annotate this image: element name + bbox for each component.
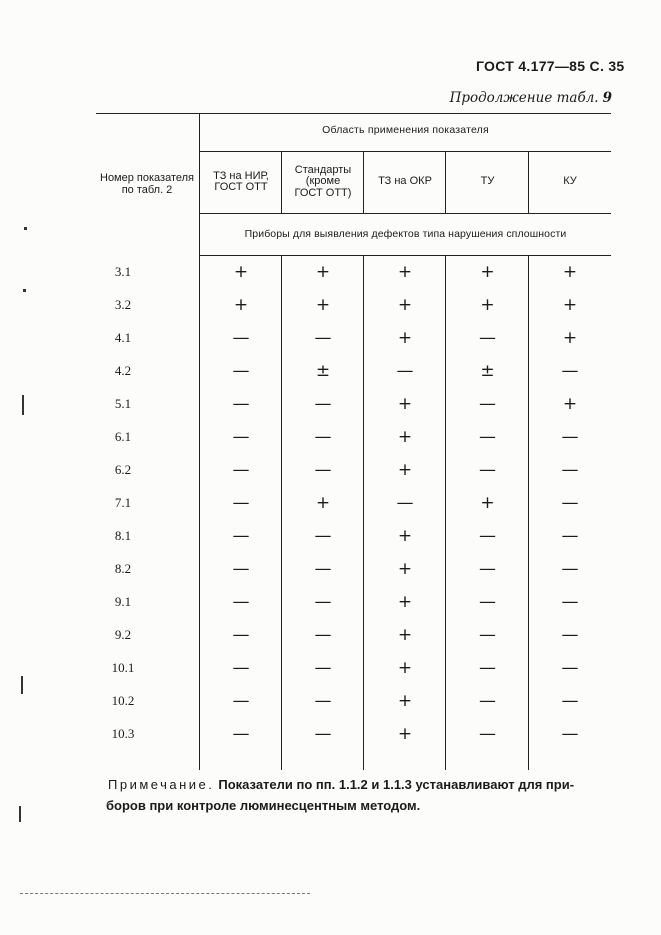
applicability-mark: —: [314, 658, 332, 678]
applicability-mark: —: [314, 625, 332, 645]
row-number: 6.1: [114, 429, 132, 444]
applicability-mark: +: [480, 262, 495, 282]
applicability-mark: +: [562, 328, 578, 348]
applicability-mark: —: [232, 460, 250, 480]
page-header: ГОСТ 4.177—85 С. 35: [476, 58, 625, 74]
row-number-column-header: [96, 173, 198, 196]
row-number: 7.1: [114, 495, 132, 510]
applicability-mark: +: [397, 295, 413, 315]
applicability-mark: —: [561, 592, 579, 612]
applicability-mark: +: [397, 262, 413, 282]
applicability-mark: —: [314, 559, 332, 579]
row-number: 6.2: [114, 462, 132, 477]
applicability-mark: +: [397, 526, 413, 546]
applicability-mark: —: [232, 526, 250, 546]
table-number: 9: [602, 90, 612, 106]
column-header-line: ТЗ на НИР,: [213, 169, 269, 182]
column-header-line: КУ: [563, 175, 577, 188]
applicability-mark: —: [479, 328, 496, 348]
applicability-mark: —: [561, 559, 579, 579]
applicability-mark: —: [232, 724, 250, 744]
applicability-mark: +: [233, 295, 249, 315]
area-title-rule: [200, 151, 611, 152]
applicability-mark: +: [562, 295, 578, 315]
applicability-mark: +: [480, 493, 495, 513]
scan-dashed-line: [20, 893, 310, 894]
row-number: 8.1: [114, 528, 132, 543]
applicability-mark: —: [232, 361, 250, 381]
note-label: Примечание.: [108, 777, 215, 792]
column-header: [200, 171, 282, 194]
scan-mark: [21, 676, 23, 694]
applicability-mark: —: [314, 691, 332, 711]
applicability-mark: —: [479, 691, 496, 711]
scan-mark: [22, 395, 24, 415]
column-header-line: ГОСТ ОТТ: [214, 181, 268, 193]
subheading-rule: [200, 255, 611, 256]
note-text-line2: боров при контроле люминесцентным методом.: [106, 798, 421, 813]
column-header-line: ТУ: [480, 175, 495, 188]
applicability-mark: —: [314, 427, 332, 447]
header-vertical-line: [281, 151, 282, 213]
applicability-mark: +: [397, 691, 413, 711]
row-number: 5.1: [114, 396, 132, 411]
device-group-subheading: Приборы для выявления дефектов типа нарушения сплошности: [244, 228, 567, 240]
row-number: 9.1: [114, 594, 132, 609]
applicability-mark: —: [232, 559, 250, 579]
applicability-mark: —: [232, 328, 250, 348]
applicability-mark: —: [561, 658, 579, 678]
applicability-mark: —: [479, 394, 496, 414]
applicability-mark: —: [479, 559, 496, 579]
applicability-mark: —: [561, 493, 579, 513]
column-header: [529, 176, 611, 188]
applicability-mark: —: [232, 493, 250, 513]
applicability-mark: +: [397, 427, 413, 447]
row-number: 10.3: [111, 726, 135, 741]
applicability-mark: —: [314, 394, 332, 414]
applicability-mark: —: [232, 592, 250, 612]
applicability-mark: +: [397, 460, 413, 480]
applicability-mark: +: [397, 394, 413, 414]
applicability-mark: +: [397, 592, 413, 612]
applicability-mark: ±: [480, 361, 495, 381]
applicability-mark: ±: [315, 361, 331, 381]
row-number-header-line: по табл. 2: [121, 183, 173, 196]
column-header: [446, 176, 529, 188]
applicability-mark: +: [397, 328, 413, 348]
applicability-mark: +: [315, 262, 331, 282]
applicability-mark: —: [479, 724, 496, 744]
row-number: 3.2: [114, 297, 132, 312]
applicability-mark: —: [314, 460, 332, 480]
applicability-mark: +: [397, 625, 413, 645]
applicability-mark: +: [397, 724, 413, 744]
applicability-mark: +: [315, 295, 331, 315]
applicability-mark: —: [396, 361, 414, 381]
applicability-mark: —: [561, 625, 579, 645]
applicability-mark: —: [314, 526, 332, 546]
applicability-mark: +: [397, 559, 413, 579]
applicability-mark: —: [396, 493, 414, 513]
applicability-mark: —: [314, 592, 332, 612]
table-note: [108, 774, 613, 816]
applicability-mark: —: [232, 394, 250, 414]
applicability-mark: —: [561, 460, 579, 480]
applicability-mark: —: [479, 427, 496, 447]
applicability-mark: —: [479, 658, 496, 678]
applicability-mark: —: [314, 724, 332, 744]
note-text-line1: Показатели по пп. 1.1.2 и 1.1.3 устанавливают для при-: [218, 777, 575, 792]
scan-speck: [24, 227, 27, 230]
column-header-line: (кроме: [305, 175, 341, 188]
continuation-text: Продолжение табл.: [449, 90, 599, 106]
row-number: 3.1: [114, 264, 132, 279]
applicability-mark: +: [315, 493, 331, 513]
applicability-mark: —: [561, 361, 579, 381]
column-header: [282, 165, 364, 200]
row-number-header-line: Номер показателя: [100, 172, 194, 184]
column-header-line: ГОСТ ОТТ): [294, 186, 352, 199]
applicability-mark: —: [561, 724, 579, 744]
application-area-title: Область применения показателя: [322, 124, 489, 136]
applicability-mark: —: [232, 658, 250, 678]
table-continuation-caption: [450, 90, 612, 106]
applicability-mark: —: [232, 691, 250, 711]
row-number: 9.2: [114, 627, 132, 642]
scan-mark: [19, 806, 21, 822]
column-header: [364, 176, 446, 188]
row-number: 10.2: [111, 693, 135, 708]
applicability-mark: —: [479, 526, 496, 546]
table-top-rule: [96, 113, 611, 114]
applicability-mark: —: [479, 625, 496, 645]
column-header-rule: [200, 213, 611, 214]
applicability-mark: +: [397, 658, 413, 678]
row-number: 4.1: [114, 330, 132, 345]
row-number: 10.1: [111, 660, 135, 675]
applicability-mark: +: [233, 262, 249, 282]
column-header-line: Стандарты: [294, 163, 352, 176]
header-vertical-line: [445, 151, 446, 213]
header-vertical-line: [528, 151, 529, 213]
row-number: 4.2: [114, 363, 132, 378]
row-number: 8.2: [114, 561, 132, 576]
applicability-mark: +: [562, 262, 578, 282]
applicability-mark: —: [561, 427, 579, 447]
applicability-mark: —: [314, 328, 332, 348]
header-vertical-line: [363, 151, 364, 213]
applicability-mark: —: [561, 526, 579, 546]
applicability-mark: +: [480, 295, 495, 315]
applicability-mark: +: [562, 394, 578, 414]
applicability-mark: —: [561, 691, 579, 711]
applicability-mark: —: [479, 460, 496, 480]
applicability-mark: —: [479, 592, 496, 612]
scan-speck: [23, 289, 26, 292]
column-header-line: ТЗ на ОКР: [378, 175, 432, 188]
applicability-mark: —: [232, 427, 250, 447]
applicability-mark: —: [232, 625, 250, 645]
